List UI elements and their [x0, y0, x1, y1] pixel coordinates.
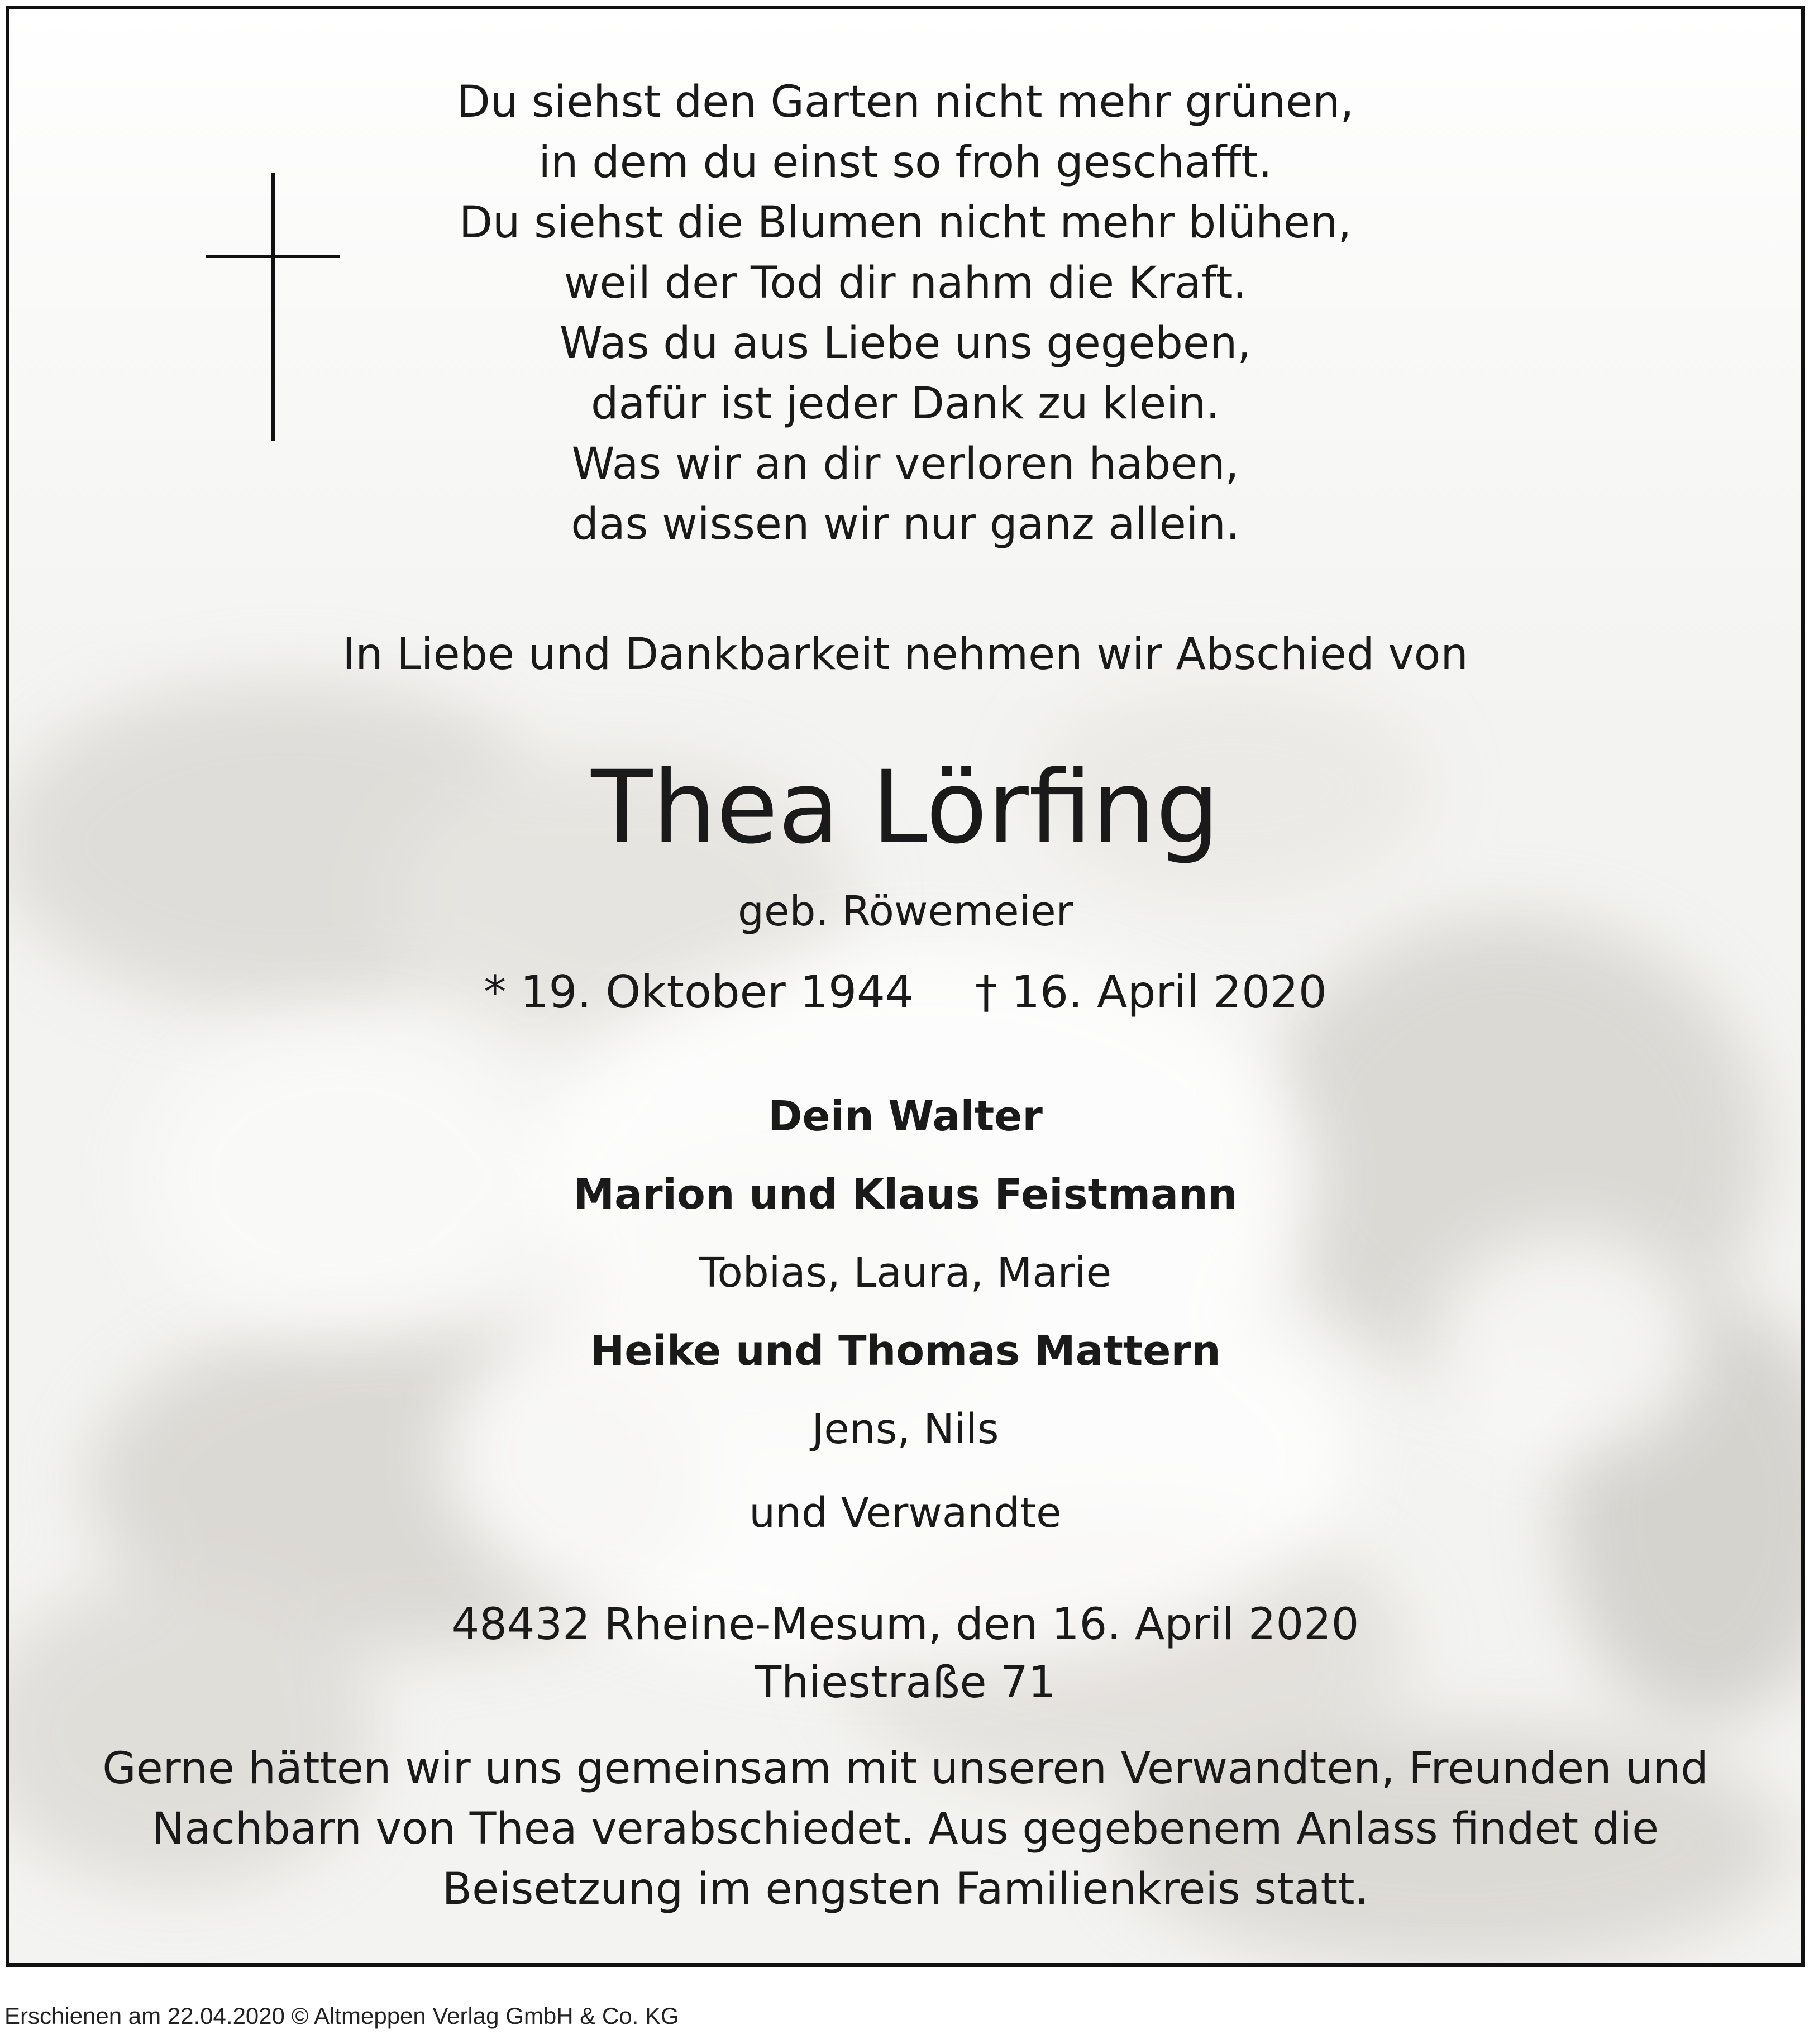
birth-date: * 19. Oktober 1944: [484, 966, 914, 1018]
mourner-family-2: Heike und Thomas Mattern: [590, 1327, 1221, 1375]
mourner-family-2-children: Jens, Nils: [811, 1405, 999, 1453]
address-block: [9, 1596, 1801, 1712]
poem-line: Du siehst den Garten nicht mehr grünen,: [456, 77, 1354, 127]
poem-line: Was du aus Liebe uns gegeben,: [559, 318, 1252, 369]
poem-line: Was wir an dir verloren haben,: [571, 439, 1239, 489]
funeral-note: [9, 1739, 1801, 1919]
mourner-family-1: Marion und Klaus Feistmann: [573, 1171, 1238, 1219]
publication-footer: Erschienen am 22.04.2020 © Altmeppen Verlag GmbH & Co. KG: [4, 2003, 679, 2029]
life-dates: [9, 959, 1801, 1026]
poem-line: weil der Tod dir nahm die Kraft.: [564, 258, 1247, 308]
obituary-content: [9, 9, 1801, 1963]
poem: [9, 72, 1801, 555]
mourner-husband: Dein Walter: [768, 1092, 1043, 1140]
note-line: Nachbarn von Thea verabschiedet. Aus gegebenem Anlass findet die: [151, 1804, 1659, 1854]
poem-line: dafür ist jeder Dank zu klein.: [591, 379, 1220, 429]
birth-name: geb. Röwemeier: [737, 887, 1073, 935]
poem-line: Du siehst die Blumen nicht mehr blühen,: [459, 198, 1352, 248]
mourners-list: [9, 1077, 1801, 1552]
poem-line: das wissen wir nur ganz allein.: [571, 499, 1240, 550]
obituary-frame: [6, 6, 1805, 1967]
farewell-intro: In Liebe und Dankbarkeit nehmen wir Abschied von: [342, 629, 1468, 680]
note-line: Beisetzung im engsten Familienkreis statt.: [442, 1864, 1369, 1914]
deceased-name: Thea Lörfing: [591, 749, 1220, 866]
note-line: Gerne hätten wir uns gemeinsam mit unseren Verwandten, Freunden und: [102, 1744, 1708, 1794]
poem-line: in dem du einst so froh geschafft.: [538, 137, 1272, 188]
mourner-family-1-children: Tobias, Laura, Marie: [699, 1249, 1112, 1297]
death-date: † 16. April 2020: [975, 966, 1327, 1018]
mourner-relatives: und Verwandte: [749, 1489, 1062, 1537]
location-date: 48432 Rheine-Mesum, den 16. April 2020: [451, 1599, 1359, 1650]
street-address: Thiestraße 71: [755, 1658, 1056, 1708]
